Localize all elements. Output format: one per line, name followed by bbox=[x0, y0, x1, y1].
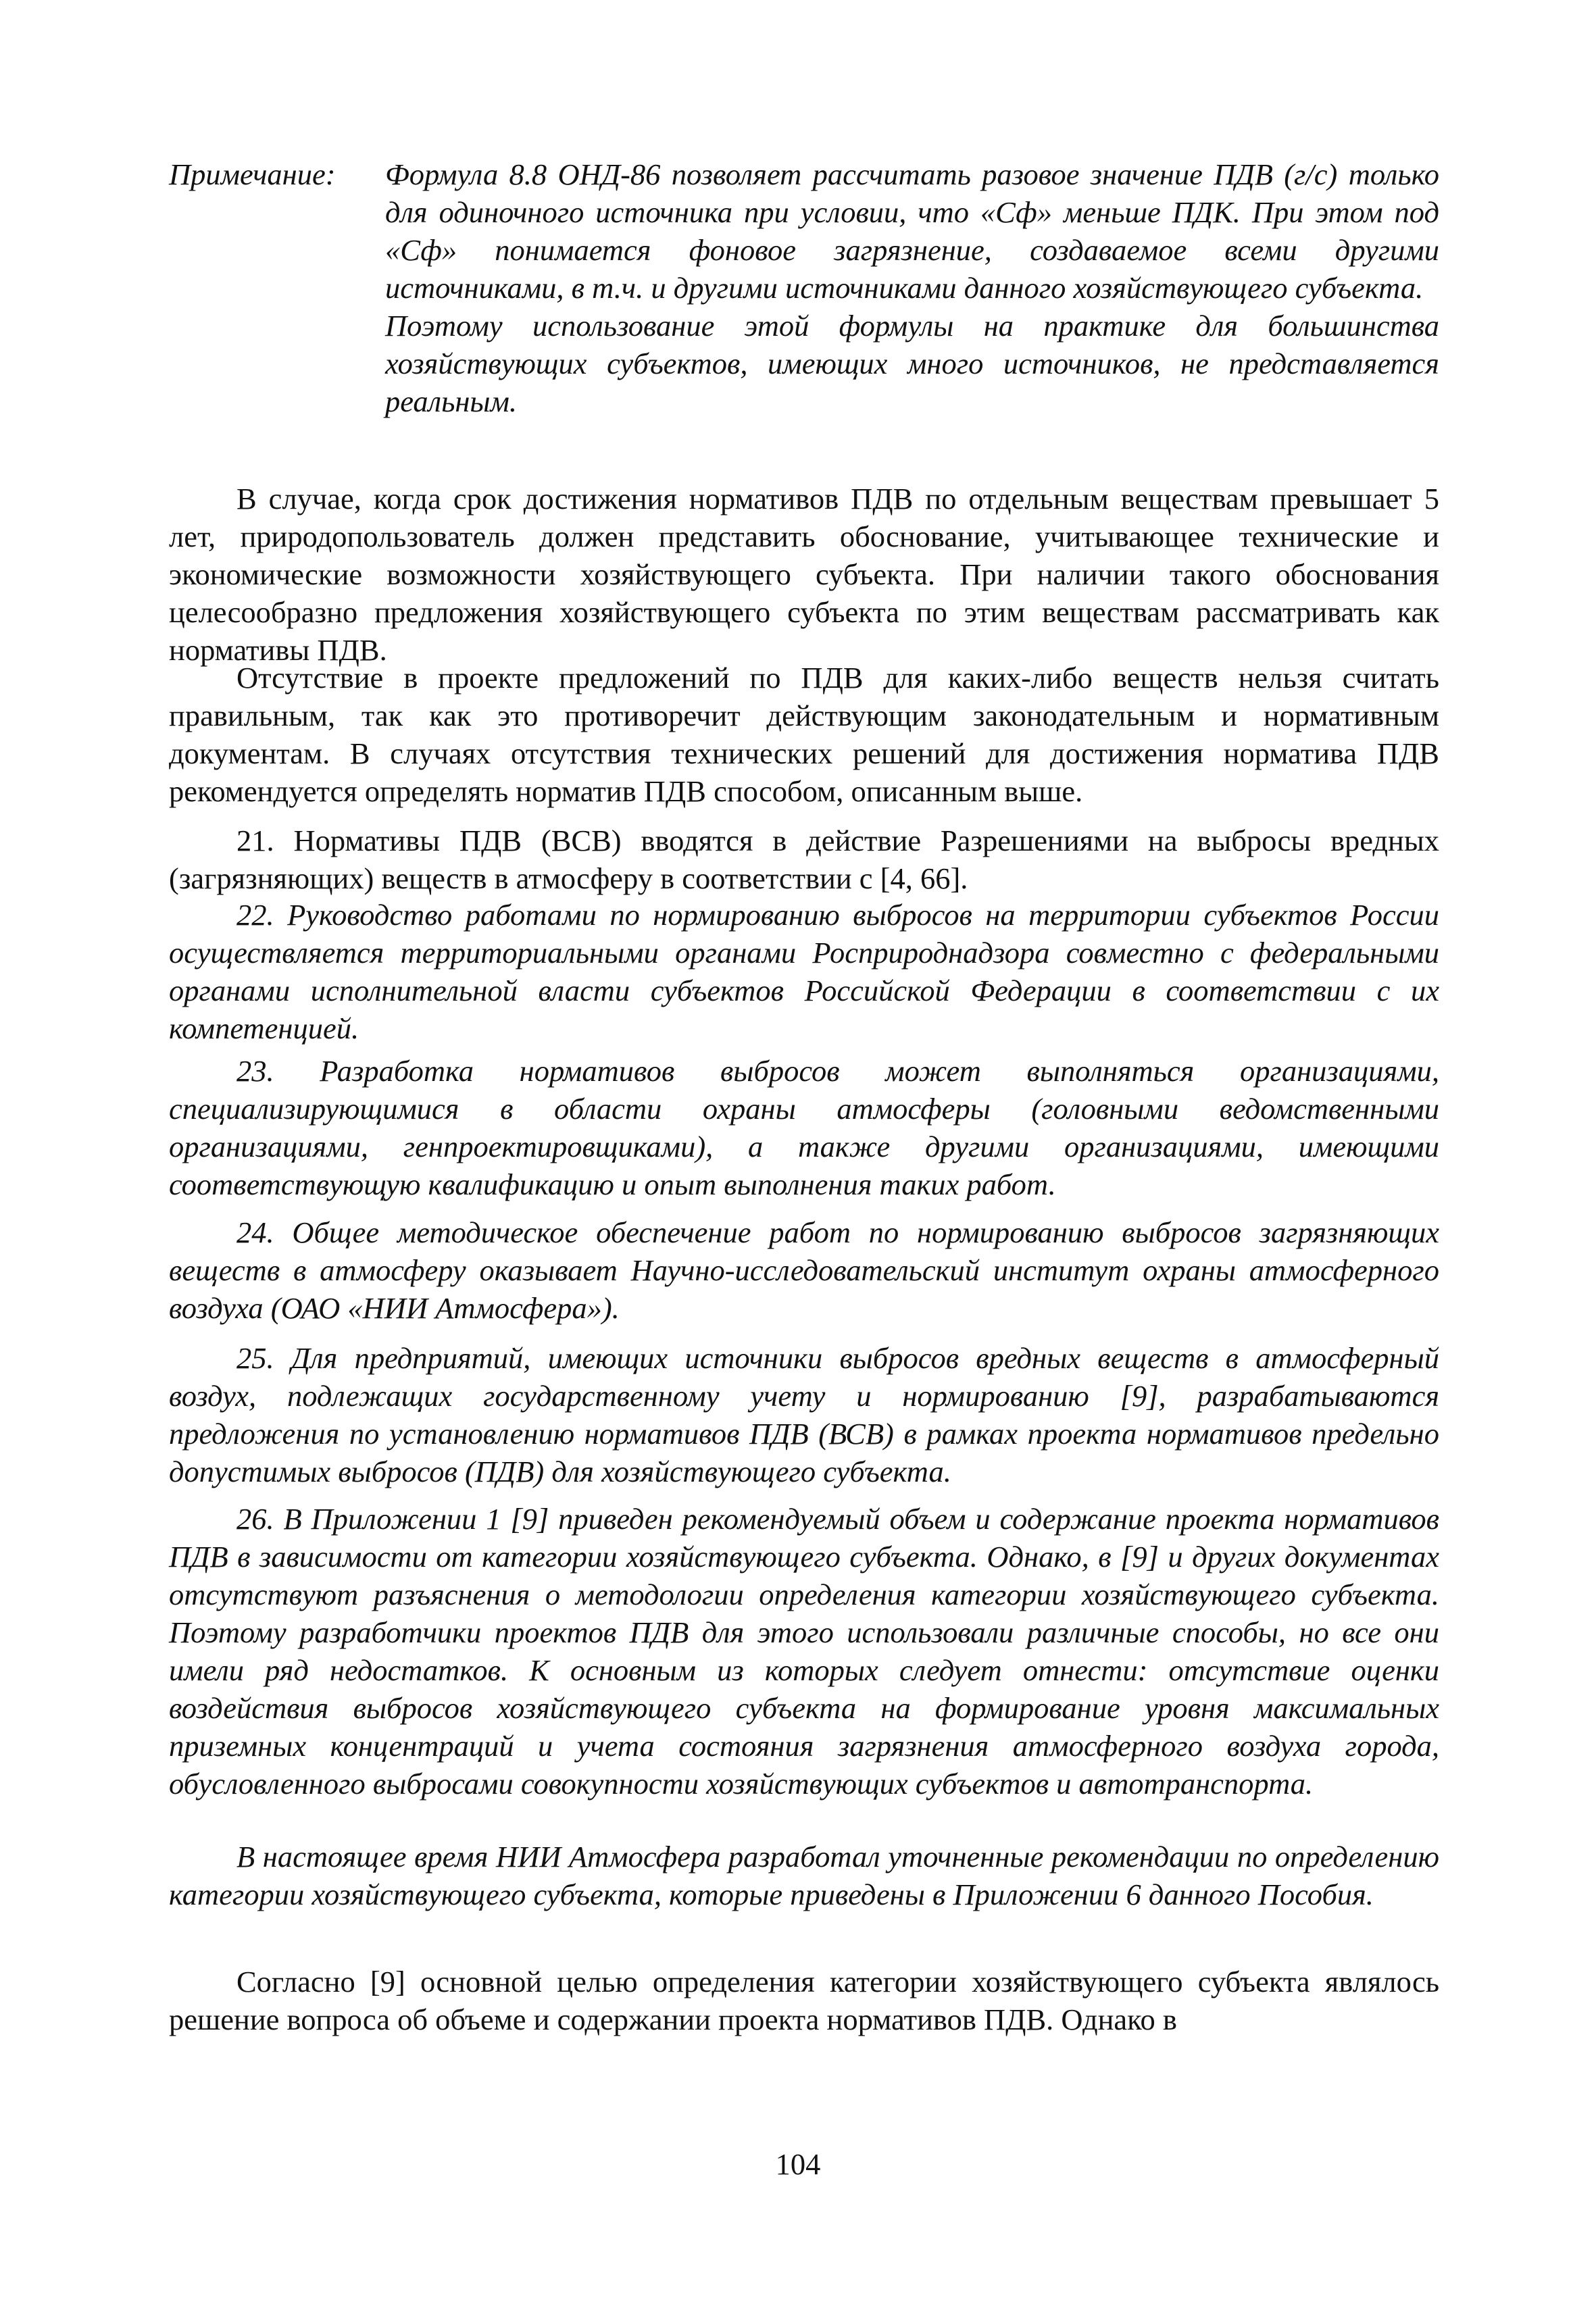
paragraph-category-purpose: Согласно [9] основной целью определения категории хозяйствующего субъекта являлось решение вопроса об объеме и содержании проекта нормативов ПДВ. Однако в bbox=[169, 1965, 1439, 2036]
page-number: 104 bbox=[775, 2147, 821, 2181]
paragraph-22: 22. Руководство работами по нормированию выбросов на территории субъектов России осуществляется территориальными органами Росприроднадзора совместно с федеральными органами исполнительной власти субъектов Российской Федерации в соответствии с их компетенцией. bbox=[169, 898, 1439, 1045]
paragraph-25: 25. Для предприятий, имеющих источники выбросов вредных веществ в атмосферный воздух, подлежащих государственному учету и нормированию [9], разрабатываются предложения по установлению нормативов ПДВ (ВСВ) в рамках проекта нормативов предельно допустимых выбросов (ПДВ) для хозяйствующего субъекта. bbox=[169, 1341, 1439, 1488]
note-block bbox=[169, 155, 1439, 466]
note-body bbox=[385, 155, 1439, 420]
paragraph-deadline: В случае, когда срок достижения нормативов ПДВ по отдельным веществам превышает 5 лет, природопользователь должен представить обоснование, учитывающее технические и экономические возможности хозяйствующего субъекта. При наличии такого обоснования целесообразно предложения хозяйствующего субъекта по этим веществам рассматривать как нормативы ПДВ. bbox=[169, 482, 1439, 667]
note-text-2: Поэтому использование этой формулы на практике для большинства хозяйствующих субъектов, имеющих много источников, не представляется реальным. bbox=[385, 309, 1439, 418]
paragraph-23: 23. Разработка нормативов выбросов может выполняться организациями, специализирующимися в области охраны атмосферы (головными ведомственными организациями, генпроектировщиками), а также другими организациями, имеющими соответствующую квалификацию и опыт выполнения таких работ. bbox=[169, 1054, 1439, 1201]
note-text-1: Формула 8.8 ОНД-86 позволяет рассчитать разовое значение ПДВ (г/с) только для одиночного источника при условии, что «Сф» меньше ПДК. При этом под «Сф» понимается фоновое загрязнение, создаваемое всеми другими источниками, в т.ч. и другими источниками данного хозяйствующего субъекта. bbox=[385, 157, 1439, 305]
paragraph-24: 24. Общее методическое обеспечение работ по нормированию выбросов загрязняющих веществ в атмосферу оказывает Научно-исследовательский институт охраны атмосферного воздуха (ОАО «НИИ Атмосфера»). bbox=[169, 1215, 1439, 1325]
paragraph-atmosfera-recommendations: В настоящее время НИИ Атмосфера разработал уточненные рекомендации по определению категории хозяйствующего субъекта, которые приведены в Приложении 6 данного Пособия. bbox=[169, 1840, 1439, 1911]
paragraph-26: 26. В Приложении 1 [9] приведен рекомендуемый объем и содержание проекта нормативов ПДВ в зависимости от категории хозяйствующего субъекта. Однако, в [9] и других документах отсутствуют разъяснения о методологии определения категории хозяйствующего субъекта. Поэтому разработчики проектов ПДВ для этого использовали различные способы, но все они имели ряд недостатков. К основным из которых следует отнести: отсутствие оценки воздействия выбросов хозяйствующего субъекта на формирование уровня максимальных приземных концентраций и учета состояния загрязнения атмосферного воздуха города, обусловленного выбросами совокупности хозяйствующих субъектов и автотранспорта. bbox=[169, 1502, 1439, 1801]
note-label: Примечание: bbox=[169, 157, 336, 191]
paragraph-21: 21. Нормативы ПДВ (ВСВ) вводятся в действие Разрешениями на выбросы вредных (загрязняющих) веществ в атмосферу в соответствии с [4, 66]. bbox=[169, 824, 1439, 895]
paragraph-absence: Отсутствие в проекте предложений по ПДВ для каких-либо веществ нельзя считать правильным, так как это противоречит действующим законодательным и нормативным документам. В случаях отсутствия технических решений для достижения норматива ПДВ рекомендуется определять норматив ПДВ способом, описанным выше. bbox=[169, 661, 1439, 808]
